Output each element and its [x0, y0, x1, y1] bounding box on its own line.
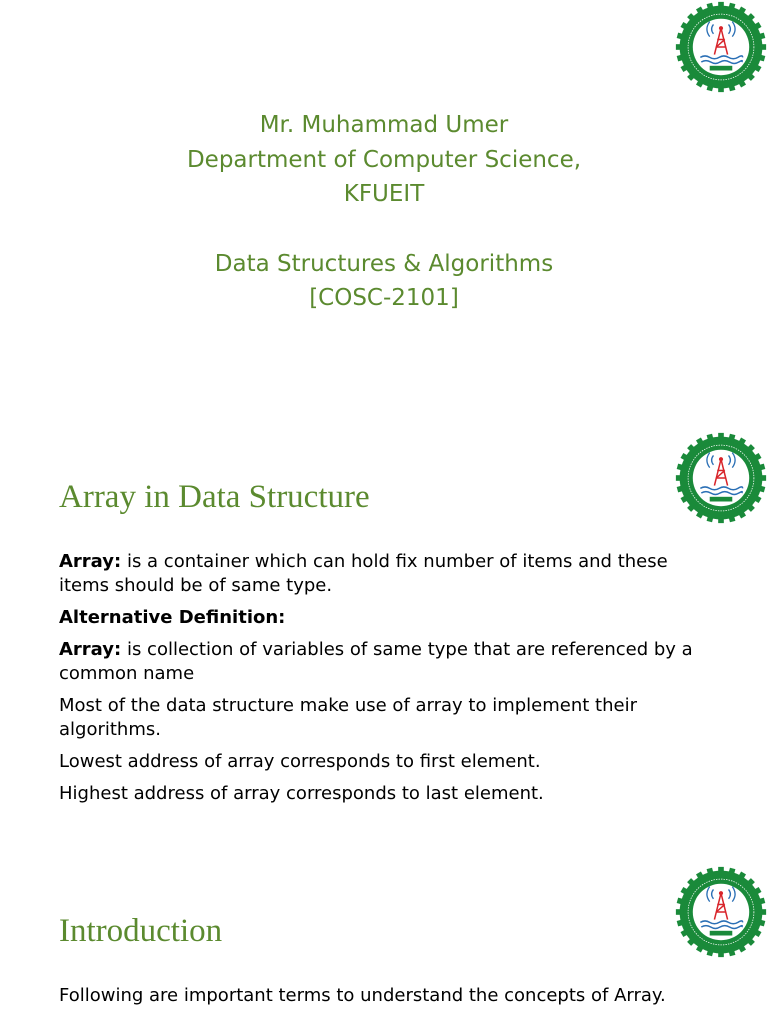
- university-seal-icon: [674, 0, 768, 94]
- lowest-address-paragraph: Lowest address of array corresponds to first element.: [59, 751, 541, 772]
- slide-heading: Introduction: [59, 913, 223, 949]
- instructor-name: Mr. Muhammad Umer: [259, 112, 509, 138]
- term-label: Array:: [59, 551, 122, 572]
- title-block: [0, 108, 768, 316]
- institution-name: KFUEIT: [343, 181, 425, 207]
- university-seal-icon: [674, 431, 768, 525]
- highest-address-paragraph: Highest address of array corresponds to last element.: [59, 783, 544, 804]
- intro-paragraph: Following are important terms to understand the concepts of Array.: [59, 985, 666, 1006]
- slide-title: [0, 0, 768, 430]
- department-name: Department of Computer Science,: [186, 146, 582, 173]
- alt-definition-heading: Alternative Definition:: [59, 607, 286, 628]
- course-code: [COSC-2101]: [309, 285, 459, 311]
- term-label: Array:: [59, 639, 122, 660]
- slide-heading: Array in Data Structure: [59, 479, 370, 515]
- course-title: Data Structures & Algorithms: [214, 250, 554, 277]
- definition-paragraph: Array: is a container which can hold fix number of items and these items should be of same type.: [59, 551, 668, 596]
- university-seal-icon: [674, 865, 768, 959]
- alt-definition-paragraph: Array: is collection of variables of same type that are referenced by a common name: [59, 639, 693, 684]
- slide-body: [59, 984, 719, 1016]
- slide-array: [0, 430, 768, 863]
- usage-paragraph: Most of the data structure make use of array to implement their algorithms.: [59, 695, 637, 740]
- slide-introduction: [0, 863, 768, 1024]
- slide-body: [59, 550, 719, 814]
